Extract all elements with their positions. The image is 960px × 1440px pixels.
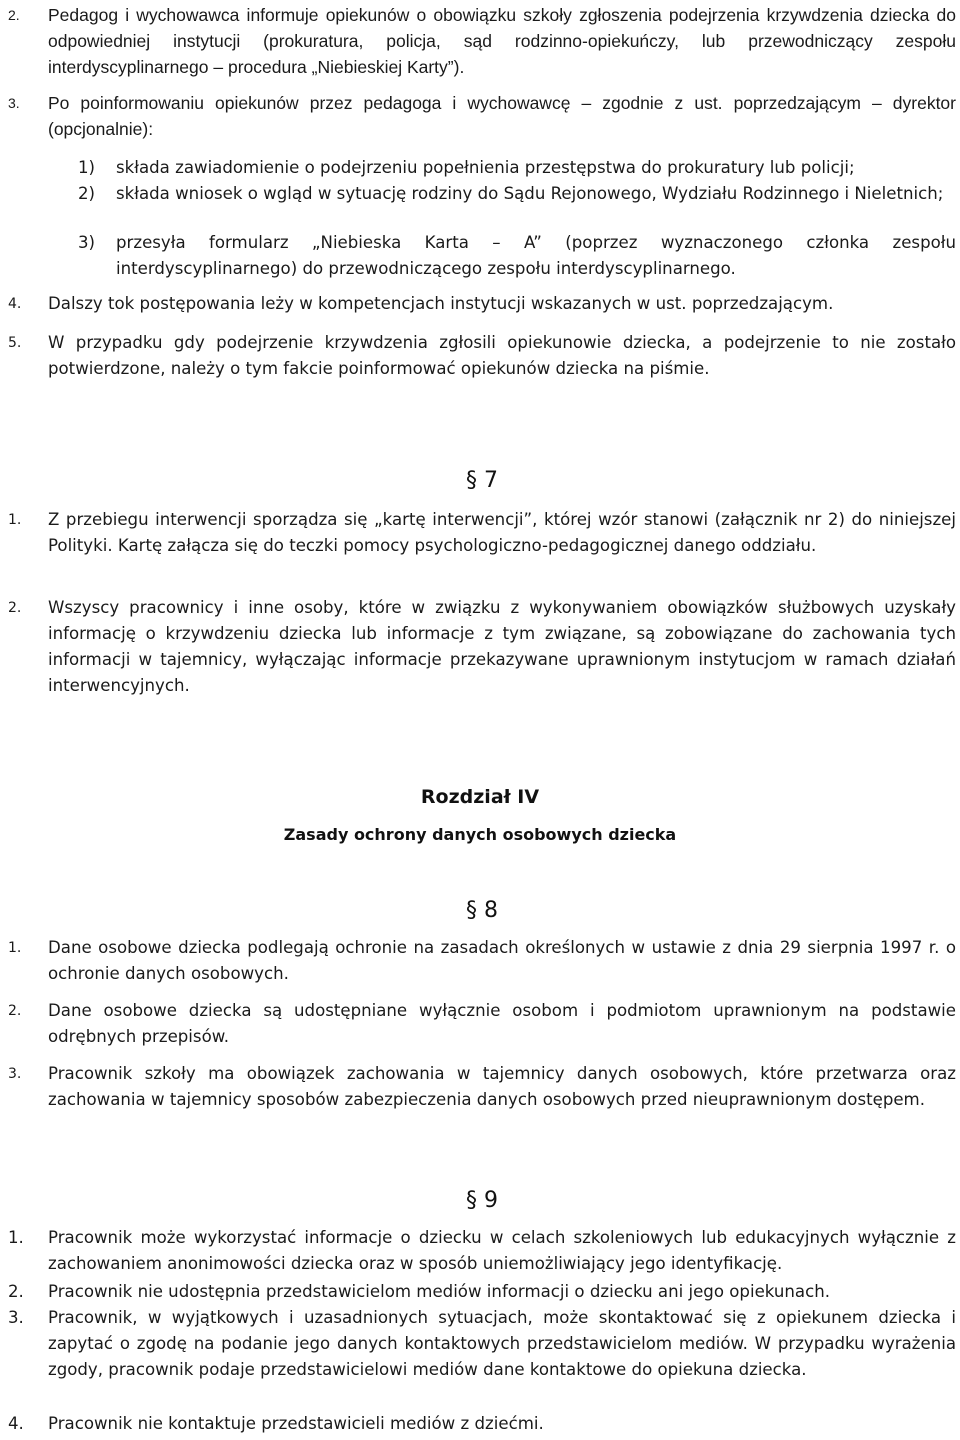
- item-text: Pracownik szkoły ma obowiązek zachowania w tajemnicy danych osobowych, które przetwarza oraz zachowania w tajemnicy sposobów zabezpieczenia danych osobowych przed nieuprawnionym dostępem.: [48, 1064, 956, 1109]
- subitem-text: składa wniosek o wgląd w sytuację rodziny do Sądu Rejonowego, Wydziału Rodzinnego i Nieletnich;: [116, 184, 944, 203]
- par7-item-2: [0, 595, 960, 699]
- item-text: Dane osobowe dziecka podlegają ochronie na zasadach określonych w ustawie z dnia 29 sierpnia 1997 r. o ochronie danych osobowych.: [48, 938, 956, 983]
- paragraph-7-label: § 7: [466, 468, 498, 493]
- item-text: Wszyscy pracownicy i inne osoby, które w związku z wykonywaniem obowiązków służbowych uzyskały informację o krzywdzeniu dziecka lub informacje z tym związane, są zobowiązane do zachowania tych informacji w tajemnicy, wyłączając informacje przekazywane uprawnionym instytucjom w ramach działań interwencyjnych.: [48, 598, 956, 695]
- item-number: 3.: [8, 1308, 24, 1327]
- section-a-item-5: [0, 330, 960, 382]
- item-text: Pracownik nie udostępnia przedstawicielom mediów informacji o dziecku ani jego opiekunach.: [48, 1282, 830, 1301]
- chapter-title: Rozdział IV: [420, 786, 540, 808]
- par8-item-1: [0, 935, 960, 987]
- item-number: 3.: [8, 95, 20, 111]
- item-text: W przypadku gdy podejrzenie krzywdzenia zgłosili opiekunowie dziecka, a podejrzenie to nie zostało potwierdzone, należy o tym fakcie poinformować opiekunów dziecka na piśmie.: [48, 333, 956, 378]
- chapter-subtitle: Zasady ochrony danych osobowych dziecka: [283, 825, 677, 844]
- paragraph-9-label: § 9: [466, 1188, 498, 1213]
- section-a-item-3: [0, 90, 960, 142]
- item-number: 5.: [8, 335, 22, 351]
- item-number: 2.: [8, 1003, 22, 1019]
- item-number: 4.: [8, 296, 22, 312]
- item-number: 3.: [8, 1066, 22, 1082]
- subitem-2: [0, 181, 960, 207]
- subitem-text: składa zawiadomienie o podejrzeniu popełnienia przestępstwa do prokuratury lub policji;: [116, 158, 855, 177]
- item-text: Pracownik nie kontaktuje przedstawicieli mediów z dziećmi.: [48, 1414, 544, 1433]
- subitem-3: [0, 230, 960, 282]
- item-number: 1.: [8, 940, 22, 956]
- subitem-number: 3): [78, 233, 96, 252]
- item-number: 2.: [8, 600, 22, 616]
- item-number: 2.: [8, 7, 20, 23]
- subitem-1: [0, 155, 960, 181]
- par7-item-1: [0, 507, 960, 559]
- item-number: 4.: [8, 1414, 24, 1433]
- item-number: 2.: [8, 1282, 24, 1301]
- item-text: Pracownik może wykorzystać informacje o dziecku w celach szkoleniowych lub edukacyjnych wyłącznie z zachowaniem anonimowości dziecka oraz w sposób uniemożliwiający jego identyfikację.: [48, 1228, 956, 1273]
- subitem-text: przesyła formularz „Niebieska Karta – A” (poprzez wyznaczonego członka zespołu interdyscyplinarnego) do przewodniczącego zespołu interdyscyplinarnego.: [116, 233, 956, 278]
- par8-item-3: [0, 1061, 960, 1113]
- item-number: 1.: [8, 1228, 24, 1247]
- item-text: Pracownik, w wyjątkowych i uzasadnionych sytuacjach, może skontaktować się z opiekunem dziecka i zapytać o zgodę na podanie jego danych kontaktowych przedstawicielom mediów. W przypadku wyrażenia zgody, pracownik podaje przedstawicielowi mediów dane kontaktowe do opiekuna dziecka.: [48, 1308, 956, 1379]
- paragraph-8-label: § 8: [466, 898, 498, 923]
- par9-item-4: [0, 1411, 960, 1437]
- item-text: Po poinformowaniu opiekunów przez pedagoga i wychowawcę – zgodnie z ust. poprzedzającym – dyrektor (opcjonalnie):: [48, 93, 956, 139]
- item-text: Z przebiegu interwencji sporządza się „kartę interwencji”, której wzór stanowi (załącznik nr 2) do niniejszej Polityki. Kartę załącza się do teczki pomocy psychologiczno-pedagogicznej danego oddziału.: [48, 510, 956, 555]
- par9-item-3: [0, 1305, 960, 1383]
- par9-item-1: [0, 1225, 960, 1277]
- subitem-number: 1): [78, 158, 96, 177]
- item-text: Dalszy tok postępowania leży w kompetencjach instytucji wskazanych w ust. poprzedzającym.: [48, 294, 834, 313]
- par9-item-2: [0, 1279, 960, 1305]
- item-text: Dane osobowe dziecka są udostępniane wyłącznie osobom i podmiotom uprawnionym na podstawie odrębnych przepisów.: [48, 1001, 956, 1046]
- par8-item-2: [0, 998, 960, 1050]
- section-a-item-2: [0, 2, 960, 80]
- item-number: 1.: [8, 512, 22, 528]
- item-text: Pedagog i wychowawca informuje opiekunów o obowiązku szkoły zgłoszenia podejrzenia krzywdzenia dziecka do odpowiedniej instytucji (prokuratura, policja, sąd rodzinno-opiekuńczy, lub przewodniczący zespołu interdyscyplinarnego – procedura „Niebieskiej Karty”).: [48, 5, 956, 77]
- subitem-number: 2): [78, 184, 96, 203]
- section-a-item-4: [0, 291, 960, 317]
